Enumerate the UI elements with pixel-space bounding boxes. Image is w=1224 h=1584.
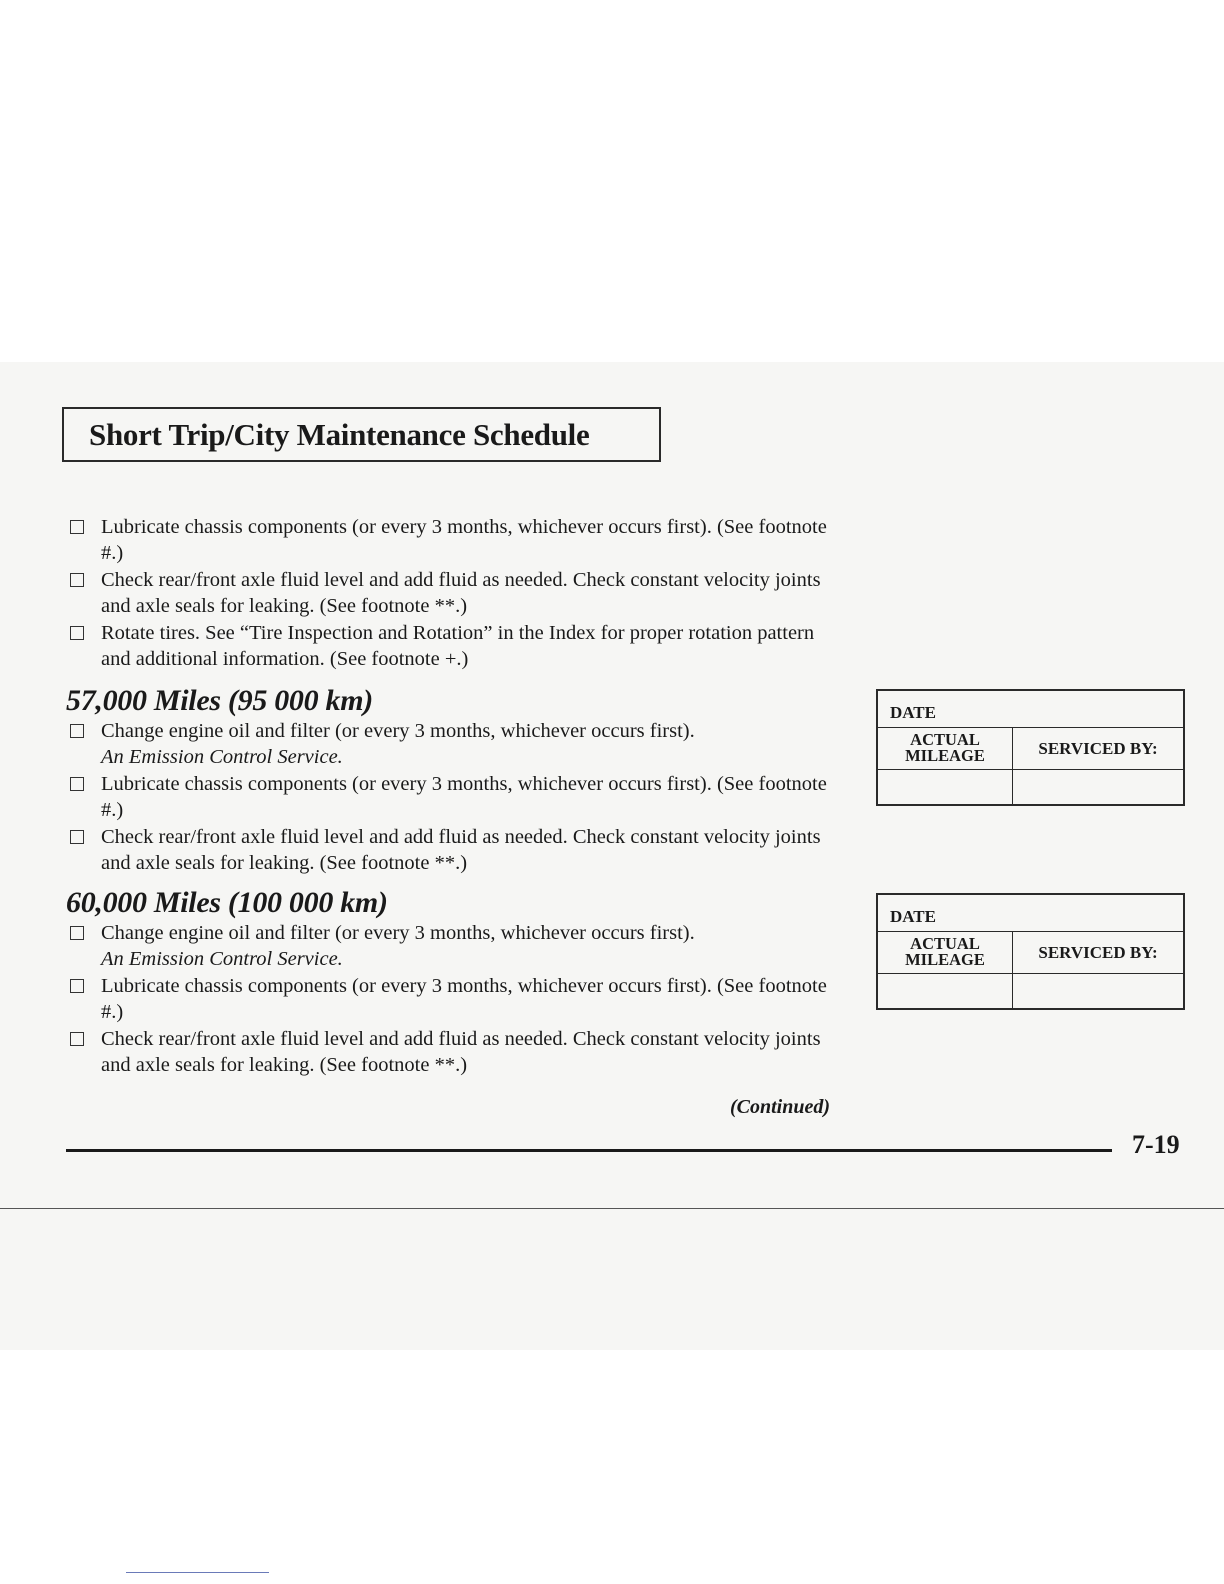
serviced-by-entry-field[interactable] [1013, 974, 1183, 1008]
serviced-by-header: SERVICED BY: [1013, 728, 1183, 770]
checkbox[interactable] [70, 724, 84, 738]
title-box [62, 407, 661, 462]
date-label: DATE [890, 907, 936, 926]
checkbox[interactable] [70, 573, 84, 587]
mileage-label-line1: ACTUAL [910, 730, 980, 749]
item-text: Lubricate chassis components (or every 3 months, whichever occurs first). (See footnote #.) [101, 773, 827, 821]
list-item [68, 718, 828, 770]
mileage-header [878, 932, 1013, 974]
section-heading: 57,000 Miles (95 000 km) [66, 684, 373, 717]
item-text: Check rear/front axle fluid level and add fluid as needed. Check constant velocity joints and axle seals for leaking. (See footnote **.) [101, 826, 821, 874]
page-number: 7-19 [1132, 1130, 1180, 1159]
item-text: Lubricate chassis components (or every 3 months, whichever occurs first). (See footnote #.) [101, 975, 827, 1023]
mileage-label-line2: MILEAGE [905, 950, 985, 969]
mileage-header [878, 728, 1013, 770]
date-label: DATE [890, 703, 936, 722]
mileage-entry-field[interactable] [878, 770, 1013, 804]
checkbox[interactable] [70, 926, 84, 940]
intro-checklist [68, 514, 828, 673]
item-text: Check rear/front axle fluid level and add fluid as needed. Check constant velocity joints and axle seals for leaking. (See footnote **.) [101, 1028, 821, 1076]
checkbox[interactable] [70, 1032, 84, 1046]
footer-rule [66, 1149, 1112, 1152]
service-record-box [876, 893, 1185, 1010]
service-record-box [876, 689, 1185, 806]
serviced-by-header: SERVICED BY: [1013, 932, 1183, 974]
mileage-label-line2: MILEAGE [905, 746, 985, 765]
mileage-entry-field[interactable] [878, 974, 1013, 1008]
mileage-label-line1: ACTUAL [910, 934, 980, 953]
item-subtext: An Emission Control Service. [101, 746, 343, 768]
list-item [68, 920, 828, 972]
date-field[interactable] [878, 691, 1183, 728]
section-checklist [68, 718, 828, 877]
item-text: Change engine oil and filter (or every 3 months, whichever occurs first). [101, 720, 695, 742]
checkbox[interactable] [70, 777, 84, 791]
checkbox[interactable] [70, 520, 84, 534]
checkbox[interactable] [70, 830, 84, 844]
list-item [68, 514, 828, 566]
list-item [68, 567, 828, 619]
section-heading: 60,000 Miles (100 000 km) [66, 886, 388, 919]
bottom-divider [0, 1208, 1224, 1209]
list-item [68, 973, 828, 1025]
section-checklist [68, 920, 828, 1079]
checkbox[interactable] [70, 626, 84, 640]
serviced-by-entry-field[interactable] [1013, 770, 1183, 804]
item-text: Lubricate chassis components (or every 3 months, whichever occurs first). (See footnote #.) [101, 516, 827, 564]
page-title: Short Trip/City Maintenance Schedule [89, 416, 590, 452]
item-text: Check rear/front axle fluid level and add fluid as needed. Check constant velocity joints and axle seals for leaking. (See footnote **.) [101, 569, 821, 617]
list-item [68, 1026, 828, 1078]
continued-note: (Continued) [730, 1096, 831, 1118]
date-field[interactable] [878, 895, 1183, 932]
list-item [68, 771, 828, 823]
item-text: Change engine oil and filter (or every 3 months, whichever occurs first). [101, 922, 695, 944]
checkbox[interactable] [70, 979, 84, 993]
list-item [68, 824, 828, 876]
list-item [68, 620, 828, 672]
item-text: Rotate tires. See “Tire Inspection and Rotation” in the Index for proper rotation pattern and additional information. (See footnote +.) [101, 622, 815, 670]
item-subtext: An Emission Control Service. [101, 948, 343, 970]
stray-line [126, 1572, 269, 1573]
